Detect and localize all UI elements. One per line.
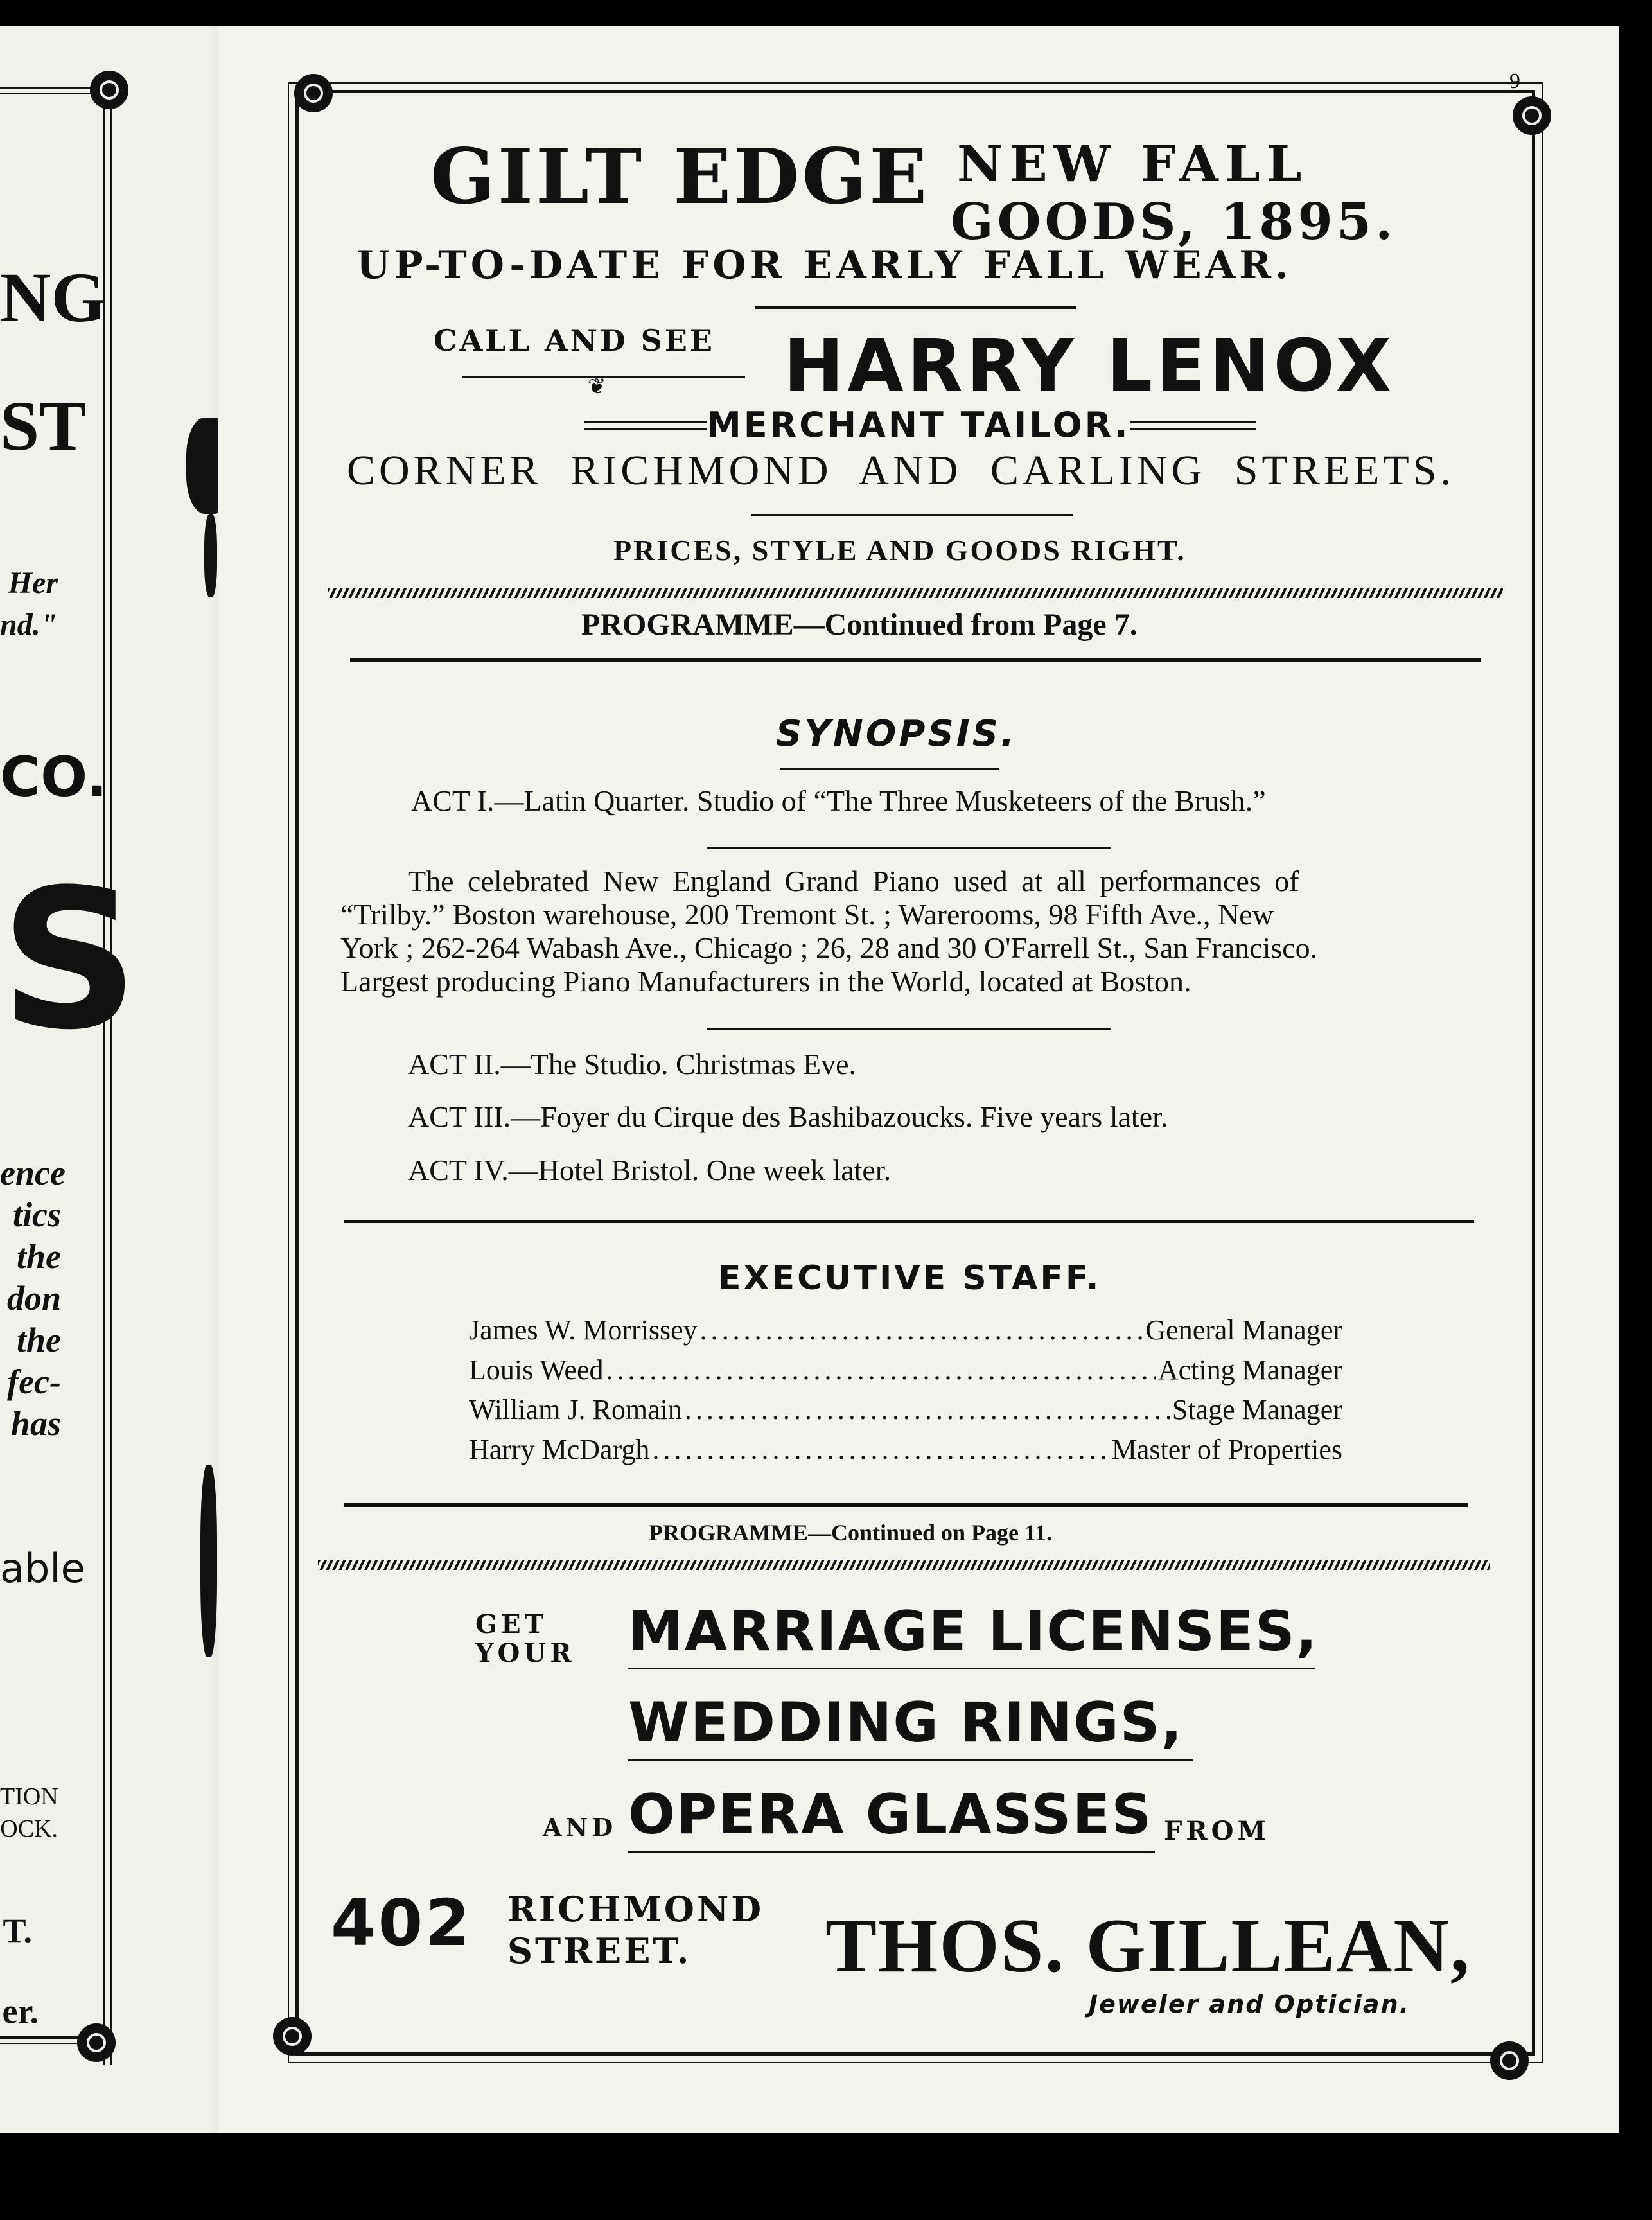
piano-ad-line-1: The celebrated New England Grand Piano used at all performances of xyxy=(408,865,1299,897)
leader-dots xyxy=(685,1393,1170,1426)
corner-ornament-top-left xyxy=(294,74,333,112)
staff-title: Acting Manager xyxy=(1157,1354,1342,1386)
left-fragment-8: tics xyxy=(13,1195,61,1234)
divider xyxy=(707,847,1111,849)
piano-ad-line-2: “Trilby.” Boston warehouse, 200 Tremont St. ; Warerooms, 98 Fifth Ave., New xyxy=(340,898,1274,931)
wedding-rings: WEDDING RINGS, xyxy=(628,1691,1193,1761)
left-fragment-11: the xyxy=(16,1321,61,1359)
merchant-tailor-label: MERCHANT TAILOR. xyxy=(707,405,1130,445)
get-label: GET xyxy=(475,1609,548,1639)
left-fragment-2: ST xyxy=(0,387,87,465)
left-fragment-12: fec- xyxy=(7,1362,61,1401)
staff-name: William J. Romain xyxy=(469,1394,682,1425)
new-fall-headline: NEW FALL xyxy=(957,135,1308,193)
staff-row xyxy=(469,1353,1342,1386)
staff-row xyxy=(469,1314,1342,1346)
staff-name: Harry McDargh xyxy=(469,1434,650,1465)
left-fragment-5: CO. xyxy=(0,745,108,809)
from-label: FROM xyxy=(1164,1816,1270,1846)
double-rule xyxy=(584,421,707,423)
staff-row xyxy=(469,1393,1342,1426)
left-fragment-10: don xyxy=(6,1279,61,1317)
leader-dots xyxy=(606,1353,1156,1386)
left-facing-page xyxy=(0,26,212,2133)
lenox-address: CORNER RICHMOND AND CARLING STREETS. xyxy=(347,447,1455,494)
leader-dots xyxy=(652,1433,1109,1466)
double-rule xyxy=(1130,428,1256,430)
prices-slogan: PRICES, STYLE AND GOODS RIGHT. xyxy=(613,534,1186,567)
left-fragment-6: S xyxy=(0,848,139,1072)
gilt-edge-brand: GILT EDGE xyxy=(430,132,930,221)
street-number: 402 xyxy=(331,1885,473,1960)
street-name-line-1: RICHMOND xyxy=(507,1889,764,1930)
and-label: AND xyxy=(543,1813,617,1842)
hatched-rule xyxy=(328,588,1503,598)
programme-continued-on: PROGRAMME—Continued on Page 11. xyxy=(649,1520,1053,1546)
harry-lenox-name: HARRY LENOX xyxy=(784,324,1396,408)
ink-smudge xyxy=(200,1465,217,1657)
left-border-vertical xyxy=(103,96,112,2065)
executive-staff-heading: EXECUTIVE STAFF. xyxy=(718,1259,1102,1298)
piano-ad-line-4: Largest producing Piano Manufacturers in the World, located at Boston. xyxy=(340,965,1191,998)
left-corner-ornament-bottom xyxy=(77,2023,116,2062)
left-fragment-15: TION xyxy=(0,1783,58,1810)
left-border-top xyxy=(0,87,103,94)
corner-ornament-top-right xyxy=(1513,96,1551,135)
staff-name: James W. Morrissey xyxy=(469,1314,698,1346)
rule xyxy=(344,1220,1474,1223)
divider xyxy=(780,768,999,770)
left-fragment-13: has xyxy=(10,1404,61,1443)
page-number: 9 xyxy=(1509,69,1520,93)
gillean-trade: Jeweler and Optician. xyxy=(1089,1990,1410,2018)
staff-title: Master of Properties xyxy=(1111,1434,1342,1465)
flourish-ornament-icon: ❦ xyxy=(588,375,606,399)
act-2: ACT II.—The Studio. Christmas Eve. xyxy=(408,1048,857,1080)
left-fragment-9: the xyxy=(16,1237,61,1276)
left-fragment-16: OCK. xyxy=(0,1815,58,1842)
act-1: ACT I.—Latin Quarter. Studio of “The Three Musketeers of the Brush.” xyxy=(411,784,1266,817)
up-to-date-tagline: UP-TO-DATE FOR EARLY FALL WEAR. xyxy=(356,243,1292,288)
hatched-rule xyxy=(318,1560,1490,1570)
synopsis-heading: SYNOPSIS. xyxy=(776,713,1017,755)
staff-name: Louis Weed xyxy=(469,1354,604,1386)
piano-ad-line-3: York ; 262-264 Wabash Ave., Chicago ; 26, 28 and 30 O'Farrell St., San Francisco. xyxy=(340,931,1318,964)
staff-row xyxy=(469,1433,1342,1466)
rule xyxy=(344,1503,1468,1507)
opera-glasses: OPERA GLASSES xyxy=(628,1783,1155,1853)
marriage-licenses: MARRIAGE LICENSES, xyxy=(628,1599,1315,1669)
call-and-see-label: CALL AND SEE xyxy=(434,323,715,358)
left-fragment-17: T. xyxy=(3,1912,32,1950)
left-fragment-7: ence xyxy=(0,1154,66,1192)
left-fragment-3: Her xyxy=(8,566,58,600)
programme-continued-from: PROGRAMME—Continued from Page 7. xyxy=(581,608,1138,642)
ink-smudge xyxy=(204,514,217,597)
left-fragment-1: NG xyxy=(0,258,106,337)
street-name-line-2: STREET. xyxy=(507,1930,692,1971)
staff-title: Stage Manager xyxy=(1172,1394,1342,1425)
divider xyxy=(751,514,1073,516)
left-fragment-14: able xyxy=(0,1545,85,1592)
divider xyxy=(707,1028,1111,1030)
rule xyxy=(350,658,1481,662)
divider xyxy=(755,306,1076,309)
corner-ornament-bottom-right xyxy=(1490,2041,1529,2080)
corner-ornament-bottom-left xyxy=(273,2017,312,2056)
act-3: ACT III.—Foyer du Cirque des Bashibazoucks. Five years later. xyxy=(408,1100,1168,1133)
your-label: YOUR xyxy=(475,1638,576,1668)
gillean-name: THOS. GILLEAN, xyxy=(825,1903,1471,1988)
staff-title: General Manager xyxy=(1145,1314,1342,1346)
double-rule xyxy=(1130,421,1256,423)
goods-1895-headline: GOODS, 1895. xyxy=(951,193,1397,251)
leader-dots xyxy=(700,1314,1143,1346)
act-4: ACT IV.—Hotel Bristol. One week later. xyxy=(408,1154,892,1186)
left-corner-ornament-top xyxy=(90,71,128,109)
double-rule xyxy=(584,428,707,430)
left-fragment-4: nd." xyxy=(0,608,58,642)
left-fragment-18: er. xyxy=(2,1992,39,2031)
